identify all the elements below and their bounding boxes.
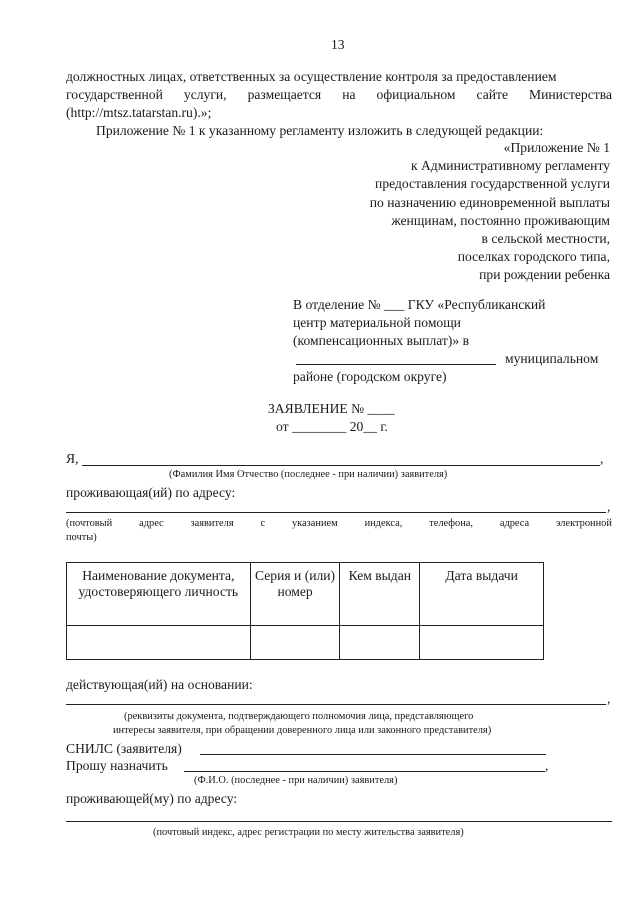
column-header-series: Серия и (или) номер [250,563,340,626]
addressee-line-1: В отделение № ___ ГКУ «Республиканский [293,297,546,312]
request-address-field[interactable] [66,821,612,822]
intro-word: официальном [376,87,456,102]
intro-word: размещается [247,87,322,102]
appendix-line: в сельской местности, [481,231,610,247]
appendix-line: поселках городского типа, [457,249,610,265]
intro-line-2 [66,86,612,103]
intro-line-4: Приложение № 1 к указанному регламенту изложить в следующей редакции: [96,123,544,138]
address-caption-line-2: почты) [66,532,97,543]
applicant-name-field[interactable] [82,465,600,466]
intro-word: услуги, [183,87,227,102]
identity-document-table [66,562,544,660]
request-residing-label: проживающей(му) по адресу: [66,791,238,806]
representative-basis-field[interactable] [66,704,606,705]
request-caption: (Ф.И.О. (последнее - при наличии) заявителя) [194,775,398,786]
caption-word: адреса [499,518,530,529]
column-header-issue-date: Дата выдачи [420,563,544,626]
addressee-line-5: районе (городском округе) [293,369,447,384]
table-header-row [67,563,544,626]
addressee-line-2: центр материальной помощи [293,315,461,330]
caption-word: телефона, [429,518,473,529]
caption-word: с [260,518,266,529]
request-name-field[interactable] [184,771,545,772]
request-address-caption: (почтовый индекс, адрес регистрации по месту жительства заявителя) [153,827,464,838]
applicant-prefix: Я, [66,451,79,466]
address-comma: , [607,499,611,514]
intro-word: сайте [476,87,508,102]
intro-line-1: должностных лицах, ответственных за осуществление контроля за предоставлением [66,69,557,84]
representative-caption-2: интересы заявителя, при обращении доверенного лица или законного представителя) [113,725,492,736]
intro-word: государственной [66,87,163,102]
appendix-line: к Административному регламенту [410,158,610,174]
snils-label: СНИЛС (заявителя) [66,741,182,756]
representative-comma: , [607,691,611,706]
document-date: от ________ 20__ г. [276,419,388,434]
caption-word: указанием [291,518,338,529]
caption-word: электронной [556,518,612,529]
applicant-address-field[interactable] [66,512,606,513]
cell-document[interactable] [67,626,251,660]
appendix-line: по назначению единовременной выплаты [369,194,610,210]
column-header-document: Наименование документа, удостоверяющего личность [67,563,251,626]
representative-caption-1: (реквизиты документа, подтверждающего полномочия лица, представляющего [124,711,474,722]
appendix-line: «Приложение № 1 [503,140,610,155]
page-number: 13 [331,37,345,52]
caption-word: заявителя [190,518,234,529]
appendix-line: женщинам, постоянно проживающим [391,212,610,228]
column-header-issued-by: Кем выдан [340,563,420,626]
intro-word: на [342,87,356,102]
caption-word: (почтовый [66,518,113,529]
municipality-blank[interactable] [296,364,496,365]
caption-word: адрес [139,518,164,529]
intro-line-3: (http://mtsz.tatarstan.ru).»; [66,105,212,120]
document-title: ЗАЯВЛЕНИЕ № ____ [268,401,395,416]
request-label: Прошу назначить [66,758,168,773]
caption-word: индекса, [364,518,403,529]
table-row [67,626,544,660]
intro-word: Министерства [529,87,612,102]
appendix-line: при рождении ребенка [479,267,610,283]
representative-label: действующая(ий) на основании: [66,677,253,692]
applicant-name-caption: (Фамилия Имя Отчество (последнее - при наличии) заявителя) [169,469,448,480]
addressee-line-4: муниципальном [505,351,599,366]
addressee-line-3: (компенсационных выплат)» в [293,333,469,348]
snils-field[interactable] [200,754,546,755]
cell-issued-by[interactable] [340,626,420,660]
residing-label: проживающая(ий) по адресу: [66,485,236,500]
cell-issue-date[interactable] [420,626,544,660]
request-comma: , [545,758,549,773]
cell-series[interactable] [250,626,340,660]
appendix-line: предоставления государственной услуги [375,176,610,192]
applicant-comma: , [600,451,604,466]
address-caption [66,517,612,530]
appendix-header [370,139,610,285]
